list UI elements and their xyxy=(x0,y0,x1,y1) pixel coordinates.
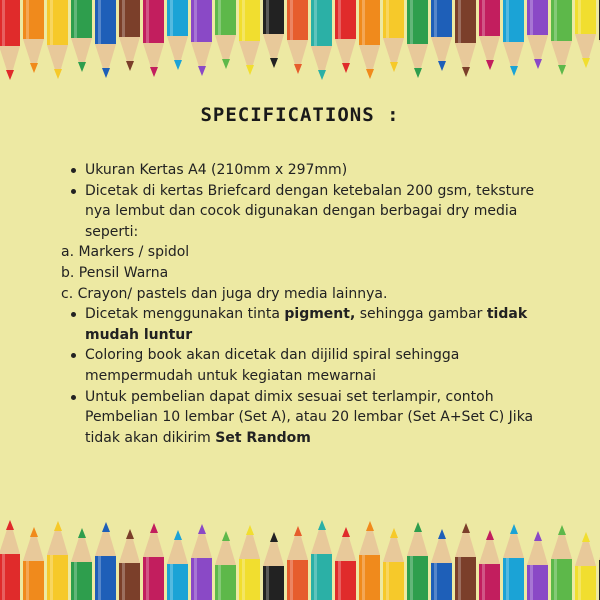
pencil xyxy=(479,0,500,70)
pencil xyxy=(0,520,20,600)
list-item: Coloring book akan dicetak dan dijilid spiral sehingga mempermudah untuk kegiatan mewarnai xyxy=(61,345,541,386)
pencil xyxy=(239,525,260,600)
pencil xyxy=(575,0,596,68)
pencil xyxy=(287,526,308,600)
pencil xyxy=(191,0,212,76)
list-item: a. Markers / spidol xyxy=(61,244,190,261)
pencil xyxy=(167,0,188,70)
list-item: Dicetak menggunakan tinta pigment, sehingga gambar tidak mudah luntur xyxy=(61,304,541,345)
pencil xyxy=(407,0,428,78)
pencil xyxy=(95,522,116,600)
pencil xyxy=(71,528,92,600)
pencil xyxy=(551,0,572,75)
pencil xyxy=(0,0,20,80)
specifications-list xyxy=(61,160,541,448)
pencil xyxy=(23,0,44,73)
pencil xyxy=(311,0,332,80)
pencil xyxy=(143,523,164,600)
pencil xyxy=(359,0,380,79)
pencil xyxy=(71,0,92,72)
list-item: c. Crayon/ pastels dan juga dry media lainnya. xyxy=(61,285,388,302)
pencil xyxy=(239,0,260,75)
pencil xyxy=(455,523,476,600)
pencil xyxy=(311,520,332,600)
pencil xyxy=(263,0,284,68)
pencil xyxy=(431,529,452,600)
pencil xyxy=(383,0,404,72)
list-item: Untuk pembelian dapat dimix sesuai set terlampir, contoh Pembelian 10 lembar (Set A), atau 20 lembar (Set A+Set C) Jika tidak akan dikirim Set Random xyxy=(61,387,541,449)
pencil-decoration xyxy=(0,0,600,80)
pencil xyxy=(47,0,68,79)
pencil xyxy=(455,0,476,77)
pencil xyxy=(335,0,356,73)
list-item: Ukuran Kertas A4 (210mm x 297mm) xyxy=(61,160,541,181)
pencil xyxy=(479,530,500,600)
pencil xyxy=(335,527,356,600)
pencil xyxy=(503,524,524,600)
pencil xyxy=(119,529,140,600)
pencil xyxy=(167,530,188,600)
pencil xyxy=(119,0,140,71)
pencil xyxy=(263,532,284,600)
page-title: SPECIFICATIONS : xyxy=(200,104,400,126)
pencil xyxy=(503,0,524,76)
pencil xyxy=(407,522,428,600)
top-pencil-border xyxy=(0,0,600,80)
list-item: b. Pensil Warna xyxy=(61,264,169,281)
pencil xyxy=(95,0,116,78)
pencil xyxy=(575,532,596,600)
pencil xyxy=(527,0,548,69)
pencil-decoration xyxy=(0,520,600,600)
pencil xyxy=(287,0,308,74)
bottom-pencil-border xyxy=(0,520,600,600)
pencil xyxy=(191,524,212,600)
pencil xyxy=(215,531,236,600)
list-item: Dicetak di kertas Briefcard dengan ketebalan 200 gsm, teksture nya lembut dan cocok digunakan dengan berbagai dry media seperti: xyxy=(61,181,541,243)
pencil xyxy=(143,0,164,77)
pencil xyxy=(527,531,548,600)
pencil xyxy=(359,521,380,600)
pencil xyxy=(47,521,68,600)
pencil xyxy=(551,525,572,600)
pencil xyxy=(383,528,404,600)
pencil xyxy=(215,0,236,69)
pencil xyxy=(431,0,452,71)
pencil xyxy=(23,527,44,600)
